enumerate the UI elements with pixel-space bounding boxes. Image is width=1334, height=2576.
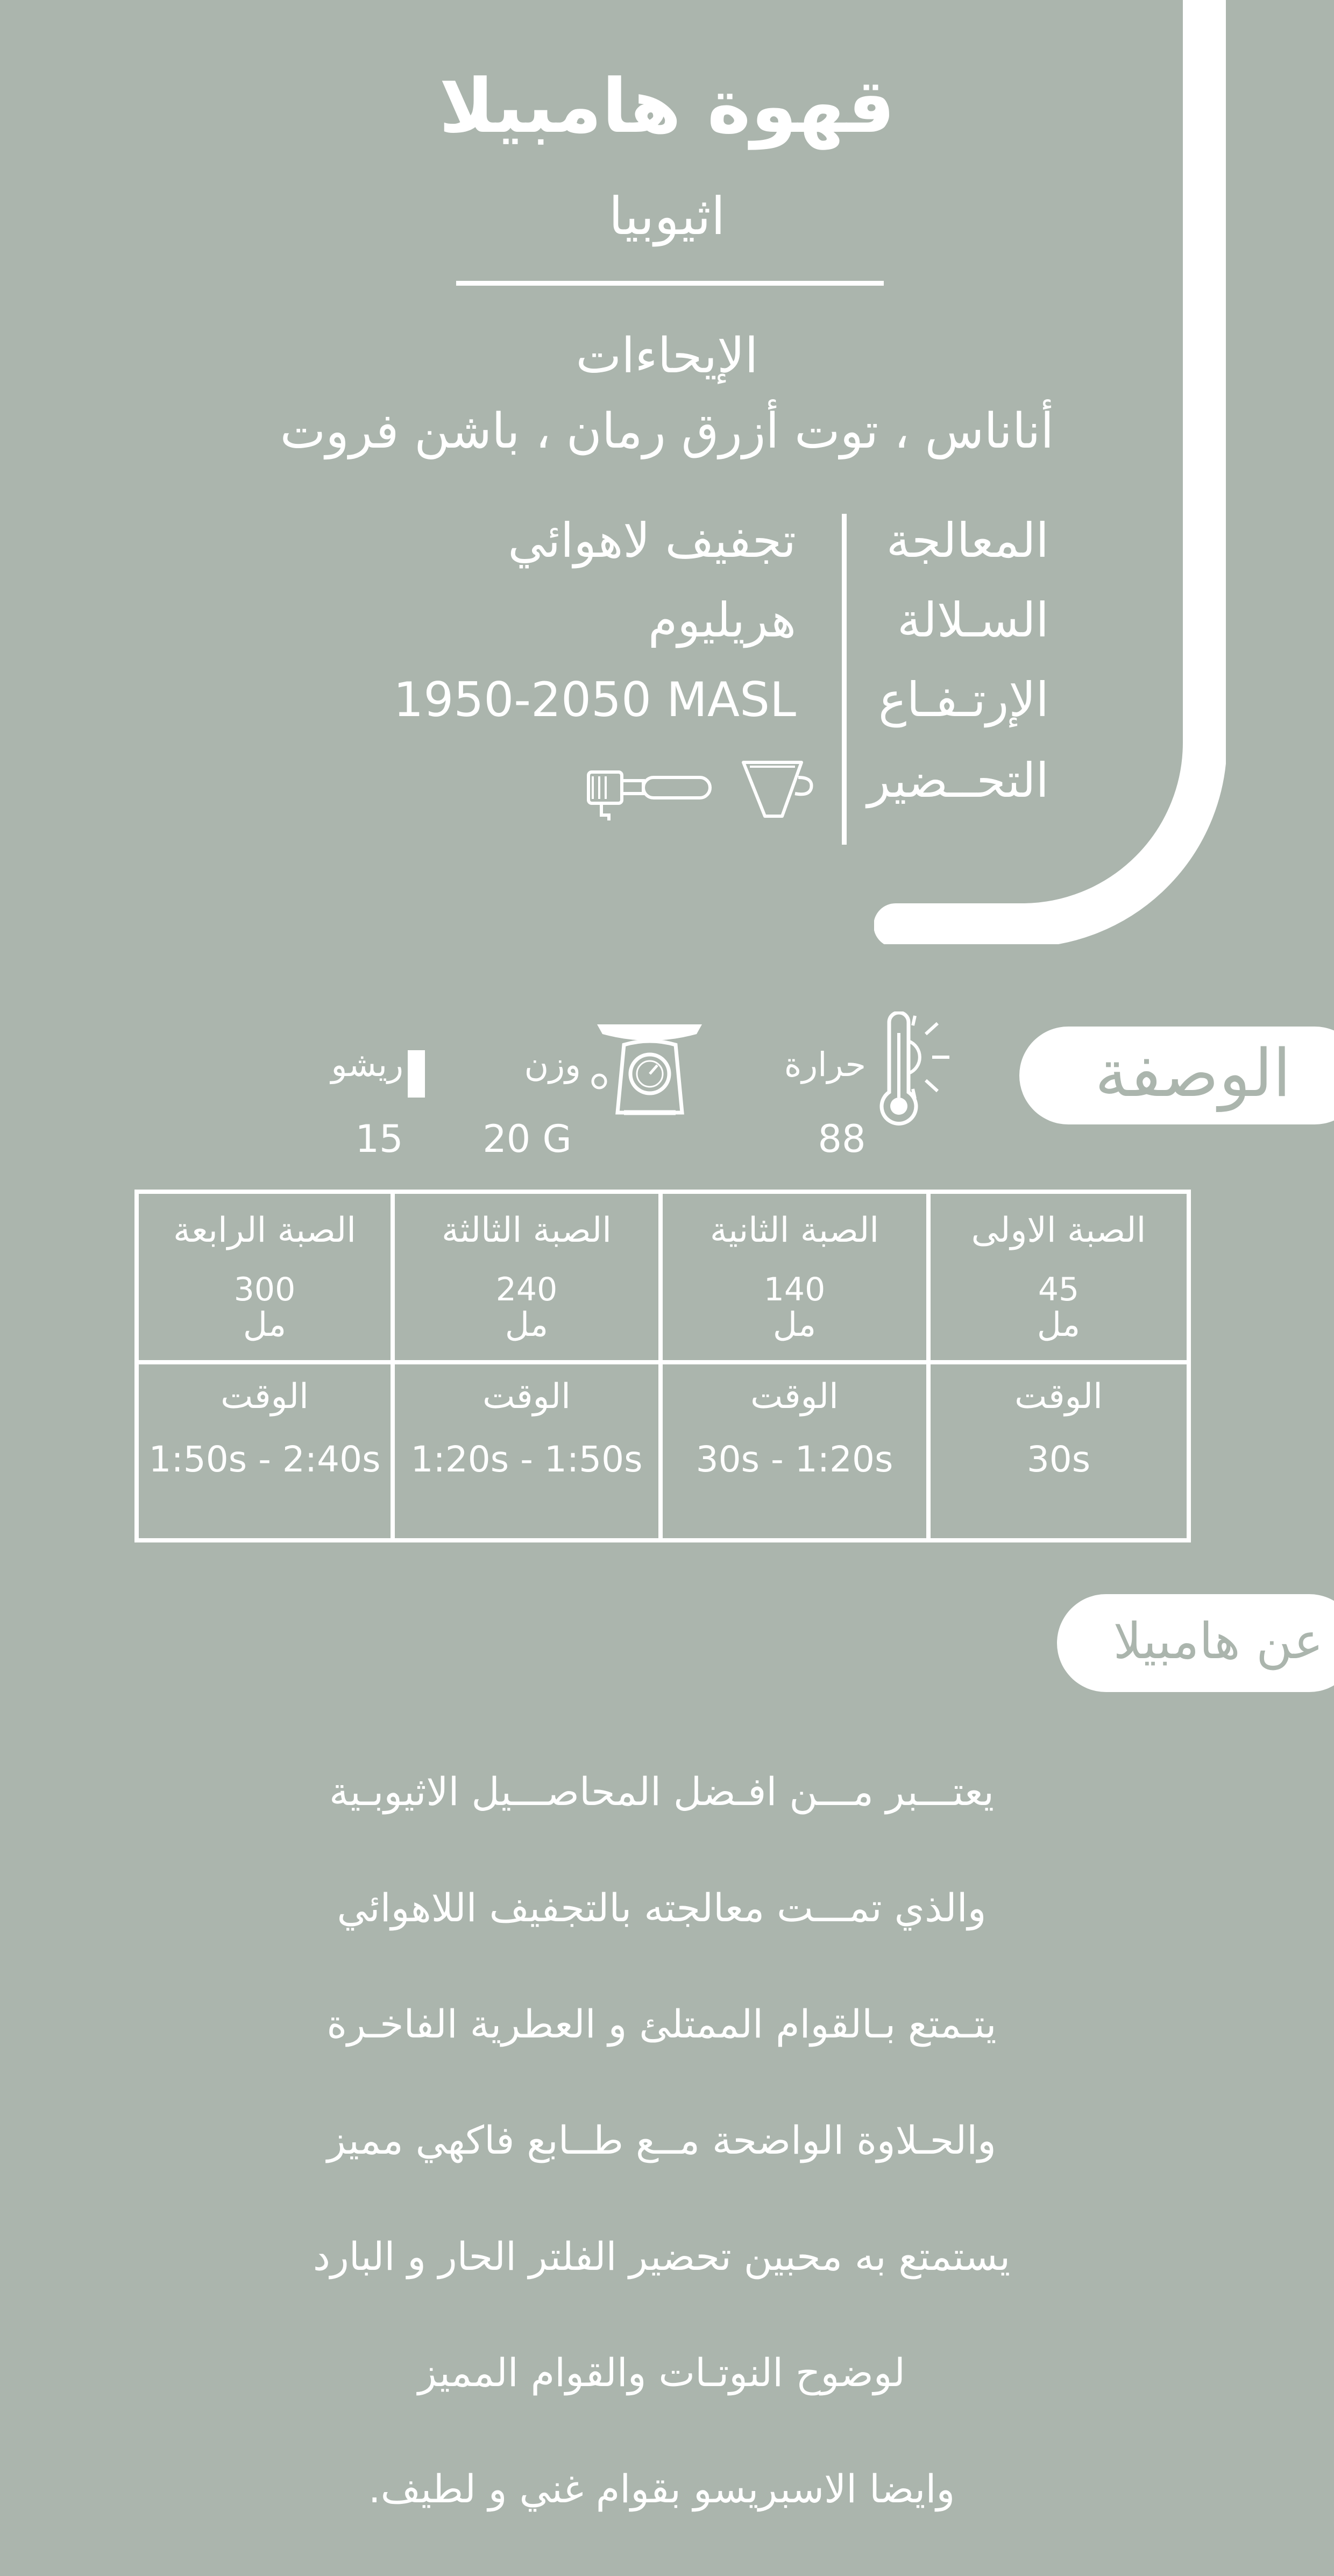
pour-name: الصبة الثالثة [442,1211,612,1250]
time-label: الوقت [750,1377,839,1417]
time-cell-1 [931,1364,1187,1538]
weight-label: وزن [524,1045,581,1084]
pour-unit: مل [243,1304,287,1344]
description-line: يستمتع به محبين تحضير الفلتر الحار و البارد [313,2234,1011,2279]
time-label: الوقت [1014,1377,1103,1417]
grind-value: 15 [355,1117,403,1161]
grind-label: ريشو [331,1045,403,1084]
pour-cell-2 [663,1194,926,1360]
description-line: يعتـــبر مـــن افـضل المحاصـــيل الاثيوبـية [329,1769,995,1814]
time-label: الوقت [221,1377,309,1417]
pour-name: الصبة الثانية [709,1211,879,1250]
description-line: والذي تمـــت معالجته بالتجفيف اللاهوائي [337,1885,987,1930]
pour-cell-4 [139,1194,391,1360]
time-cell-4 [139,1364,391,1538]
description-line: يتـمتع بـالقوام الممتلئ و العطرية الفاخـرة [327,2001,997,2047]
table-column-divider [658,1194,663,1538]
recipe-section-title: الوصفة [1095,1035,1291,1112]
pour-unit: مل [772,1304,817,1344]
pour-amount: 45 [1038,1270,1080,1308]
pour-amount: 240 [495,1270,558,1308]
tasting-notes-text: أناناس ، توت أزرق رمان ، باشن فروت [280,403,1054,459]
table-row-divider [139,1360,1187,1364]
thermometer-sun-icon [869,1011,957,1138]
title-divider [456,281,884,286]
weight-value: 20 G [482,1117,572,1161]
time-value: 1:50s - 2:40s [148,1438,381,1480]
coffee-title: قهوة هامبيلا [439,63,895,150]
table-column-divider [926,1194,931,1538]
tasting-notes-label: الإيحاءات [576,328,758,384]
time-value: 30s - 1:20s [696,1438,893,1480]
origin-country: اثيوبيا [608,186,726,246]
description-line: لوضوح النوتـات والقوام المميز [418,2350,905,2395]
altitude-label: الإرتـفـاع [878,672,1049,727]
process-label: المعالجة [886,513,1049,568]
pour-amount: 300 [233,1270,296,1308]
description-line: والحـلاوة الواضحة مــع طــابع فاكهي مميز [327,2118,996,2163]
time-value: 1:20s - 1:50s [410,1438,643,1480]
pour-cell-3 [395,1194,658,1360]
pour-name: الصبة الرابعة [173,1211,357,1250]
time-cell-3 [395,1364,658,1538]
time-cell-2 [663,1364,926,1538]
about-section-title: عن هامبيلا [1113,1612,1323,1670]
temperature-label: حرارة [784,1045,866,1084]
time-value: 30s [1026,1438,1091,1480]
pour-unit: مل [505,1304,549,1344]
time-label: الوقت [482,1377,571,1417]
process-value: تجفيف لاهوائي [508,513,796,568]
espresso-portafilter-icon [585,767,714,826]
table-column-divider [391,1194,395,1538]
variety-value: هريليوم [648,592,796,648]
specs-divider [842,514,847,845]
kitchen-scale-icon [586,1022,707,1119]
variety-label: السـلالة [897,592,1049,648]
pour-unit: مل [1037,1304,1081,1344]
pour-over-dripper-icon [738,756,819,820]
pour-name: الصبة الاولى [971,1211,1146,1250]
description-line: وايضا الاسبريسو بقوام غني و لطيف. [368,2466,955,2511]
temperature-value: 88 [818,1117,866,1161]
brew-method-label: التحــضير [867,753,1049,808]
pour-cell-1 [931,1194,1187,1360]
pour-amount: 140 [763,1270,826,1308]
grind-indicator-bar [408,1050,425,1098]
altitude-value: 1950-2050 MASL [393,672,796,727]
pour-schedule-table [134,1190,1191,1542]
about-description [161,1704,1162,2576]
